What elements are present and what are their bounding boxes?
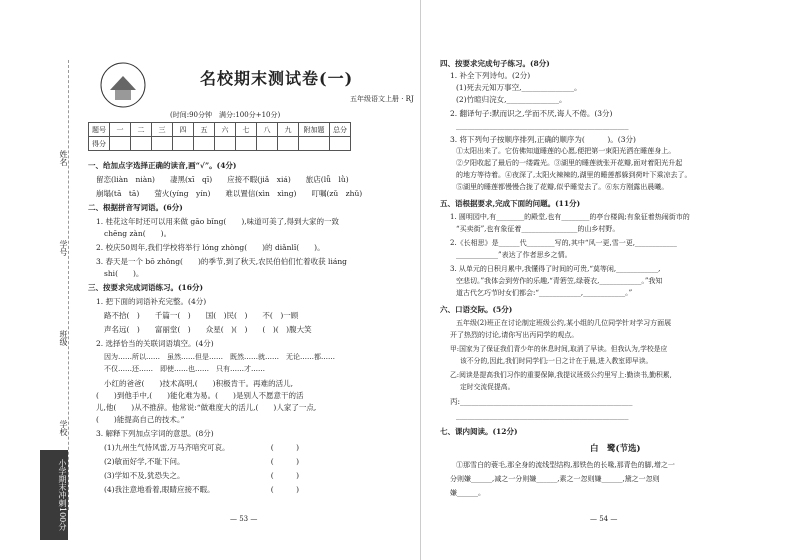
score-cell: 三 [152,123,173,137]
binding-margin [0,0,80,560]
answer-line[interactable]: ______________________________________________ [456,411,629,420]
score-input[interactable] [110,137,131,151]
passage-title: 白 鹭(节选) [590,444,641,454]
score-cell: 九 [278,123,299,137]
question-line: (4)我注意地看着,眼睛应接不暇。 ( ) [104,485,300,494]
question-line: 空悲切。”我体会到劳作的乐趣,“青箬笠,绿蓑衣,____________。”我知 [456,277,663,285]
question-line: 3. 将下列句子按顺序排列,正确的顺序为( )。(3分) [450,135,636,144]
dialog-line: 甲:国家为了保证我们青少年的休息时间,取消了早读。但我认为,学校是应 [450,345,668,353]
question-line: 2.《长相思》是______代________写的,其中“风一更,雪一更,____________ [450,239,677,247]
score-cell: 六 [215,123,236,137]
answer-line[interactable]: 丙:______________________________________________ [450,397,633,406]
score-table-header [89,123,351,137]
question-line: chēng zàn( )。 [104,229,172,238]
score-table [88,122,351,151]
score-input[interactable] [278,137,299,151]
score-cell: 四 [173,123,194,137]
question-line: ( )到他手中,( )能化难为易。( )是别人不愿意干的活 [96,391,304,400]
score-cell: 二 [131,123,152,137]
page-number: — 53 — [230,515,258,523]
page-title: 名校期末测试卷(一) [200,69,354,88]
question-line: 的地方等待着。④夜深了,太阳火辣辣的,湖里的睡莲都躲到荷叶下乘凉去了。 [456,171,692,179]
section-heading: 四、按要求完成句子练习。(8分) [440,59,550,68]
brand-banner: 小学期末冲刺100分 [40,450,68,540]
question-line: shi( )。 [104,269,144,278]
question-line: 留恋(liàn niàn) 凄黑(xī qī) 应接不暇(jiǎ xiá) 旅店(lǚ lǜ) [96,175,349,184]
question-line: 不仅……还…… 即使……也…… 只有……才…… [104,365,265,373]
score-input[interactable] [257,137,278,151]
section-heading: 三、按要求完成词语练习。(16分) [88,283,204,292]
dialog-line: 该不分的,因此,我们时同学们;一日之计在于晨,进入教室即早读。 [460,357,653,365]
score-input[interactable] [131,137,152,151]
question-line: ①太阳出来了。它仿佛知道睡莲的心愿,便把第一束阳光洒在睡莲身上。 [456,147,676,155]
score-input[interactable] [215,137,236,151]
question-line: 1. 圆明园中,有________的殿堂,也有________的亭台楼阁;有象征着热闹街市的 [450,213,690,221]
question-line: 声名远( ) 富丽堂( ) 众星( )( ) ( )( )腹大笑 [104,325,312,334]
question-line: 道古代乞巧节时女们都会:“____________,____________。” [456,289,633,297]
name-label: 姓名 [59,150,68,166]
passage-line: ①那雪白的蓑毛,那全身的流线型结构,那铁色的长喙,那青色的脚,增之一 [456,461,675,469]
question-line: 3. 春天是一个 bō zhǒng( )的季节,到了秋天,农民伯伯们忙着收获 liáng [96,257,347,266]
question-line: 儿,他( )从不推辞。他常说:“做难度大的活儿,( )人家了一点, [96,403,317,412]
passage-line: 分则嫌______,减之一分则嫌______,素之一忽则嫌______,黛之一忽则 [450,475,660,483]
question-line: ⑤湖里的睡莲都慢慢合拢了花瓣,似乎睡觉去了。⑥东方刚露出晨曦。 [456,183,669,191]
question-line: 1. 桂花这年时还可以用来做 gāo bǐng( ),味道可美了,得到大家的一致 [96,217,340,226]
question-line: 1. 补全下列诗句。(2分) [450,71,531,80]
question-line: 五年级(2)班正在讨论制定班级公约,某小组的几位同学针对学习方面展 [456,319,672,327]
passage-line: 嫌______。 [450,489,485,497]
question-line: 小红的爸爸( )技术高明,( )积极肯干。再难的活儿, [104,379,293,388]
score-cell: 题号 [89,123,110,137]
answer-line[interactable]: ______________________________________________ [456,121,629,130]
time-score-info: (时间:90分钟 满分:100分+10分) [170,111,281,119]
score-cell: 八 [257,123,278,137]
question-line: ②夕阳收起了最后的一缕霞光。③湖里的睡莲就张开花瓣,面对着阳光升起 [456,159,683,167]
score-input[interactable] [173,137,194,151]
score-cell: 五 [194,123,215,137]
section-heading: 六、口语交际。(5分) [440,305,513,314]
question-line: 1. 把下面的词语补充完整。(4分) [96,297,207,306]
page-number: — 54 — [590,515,618,523]
score-cell: 总分 [330,123,351,137]
score-cell: 附加题 [299,123,330,137]
question-line: 2. 校庆50周年,我们学校将举行 lóng zhòng( )的 diǎnlǐ( )。 [96,243,325,252]
question-line: ____________”表达了作者思乡之情。 [456,251,572,259]
score-row-label: 得分 [89,137,110,151]
score-table-row [89,137,351,151]
question-line: “买卖街”,也有象征着________________的山乡村野。 [456,225,620,233]
question-line: ( )能提高自己的技术。” [96,415,185,424]
brand-logo [88,60,158,110]
score-input[interactable] [236,137,257,151]
section-heading: 二、根据拼音写词语。(6分) [88,203,183,212]
section-heading: 五、语根据要求,完成下面的问题。(11分) [440,199,581,208]
question-line: (2)敏而好学,不耻下问。 ( ) [104,457,300,466]
score-input[interactable] [152,137,173,151]
dialog-line: 乙:阅读是提高我们习作的重要保障,我提议班级公约里写上:勤读书,勤积累, [450,371,672,379]
class-label: 班级 [59,330,68,346]
question-line: (1)九州生气恃风雷,万马齐喑究可哀。 ( ) [104,443,300,452]
question-line: 2. 翻译句子:默而识之,学而不厌,诲人不倦。(3分) [450,109,613,118]
question-line: 2. 选择恰当的关联词语填空。(4分) [96,339,214,348]
score-input[interactable] [299,137,330,151]
question-line: 开了热烈的讨论,请你写出丙同学的观点。 [450,331,579,339]
dialog-line: 定时交流促提高。 [460,383,515,391]
section-heading: 七、课内阅读。(12分) [440,427,518,436]
question-line: 3. 从单元的日积月累中,我懂得了时间的可贵,“莫等闲,____________, [450,265,661,273]
question-line: 崩塌(tā tā) 萤火(yíng yín) 难以置信(xìn xìng) 叮嘱(zǔ zhǔ) [96,189,363,198]
section-heading: 一、给加点字选择正确的读音,画“√”。(4分) [88,161,237,170]
score-cell: 一 [110,123,131,137]
question-line: 3. 解释下列加点字词的意思。(8分) [96,429,214,438]
id-label: 学号 [59,240,68,256]
question-line: 因为……所以…… 虽然……但是…… 既然……就…… 无论……都…… [104,353,335,361]
school-label: 学校 [59,420,68,436]
question-line: (3)学如不及,犹恐失之。 ( ) [104,471,300,480]
grade-label: 五年级语文上册 · RJ [350,95,414,103]
cut-line [68,60,69,510]
question-line: (1)死去元知万事空,______________。 [456,83,582,92]
score-cell: 七 [236,123,257,137]
score-input[interactable] [330,137,351,151]
question-line: (2)竹暄归浣女,______________。 [456,95,567,104]
score-input[interactable] [194,137,215,151]
logo-house-icon [88,60,158,110]
question-line: 路不拾( ) 千篇一( ) 国( )民( ) 不( )一顾 [104,311,299,320]
